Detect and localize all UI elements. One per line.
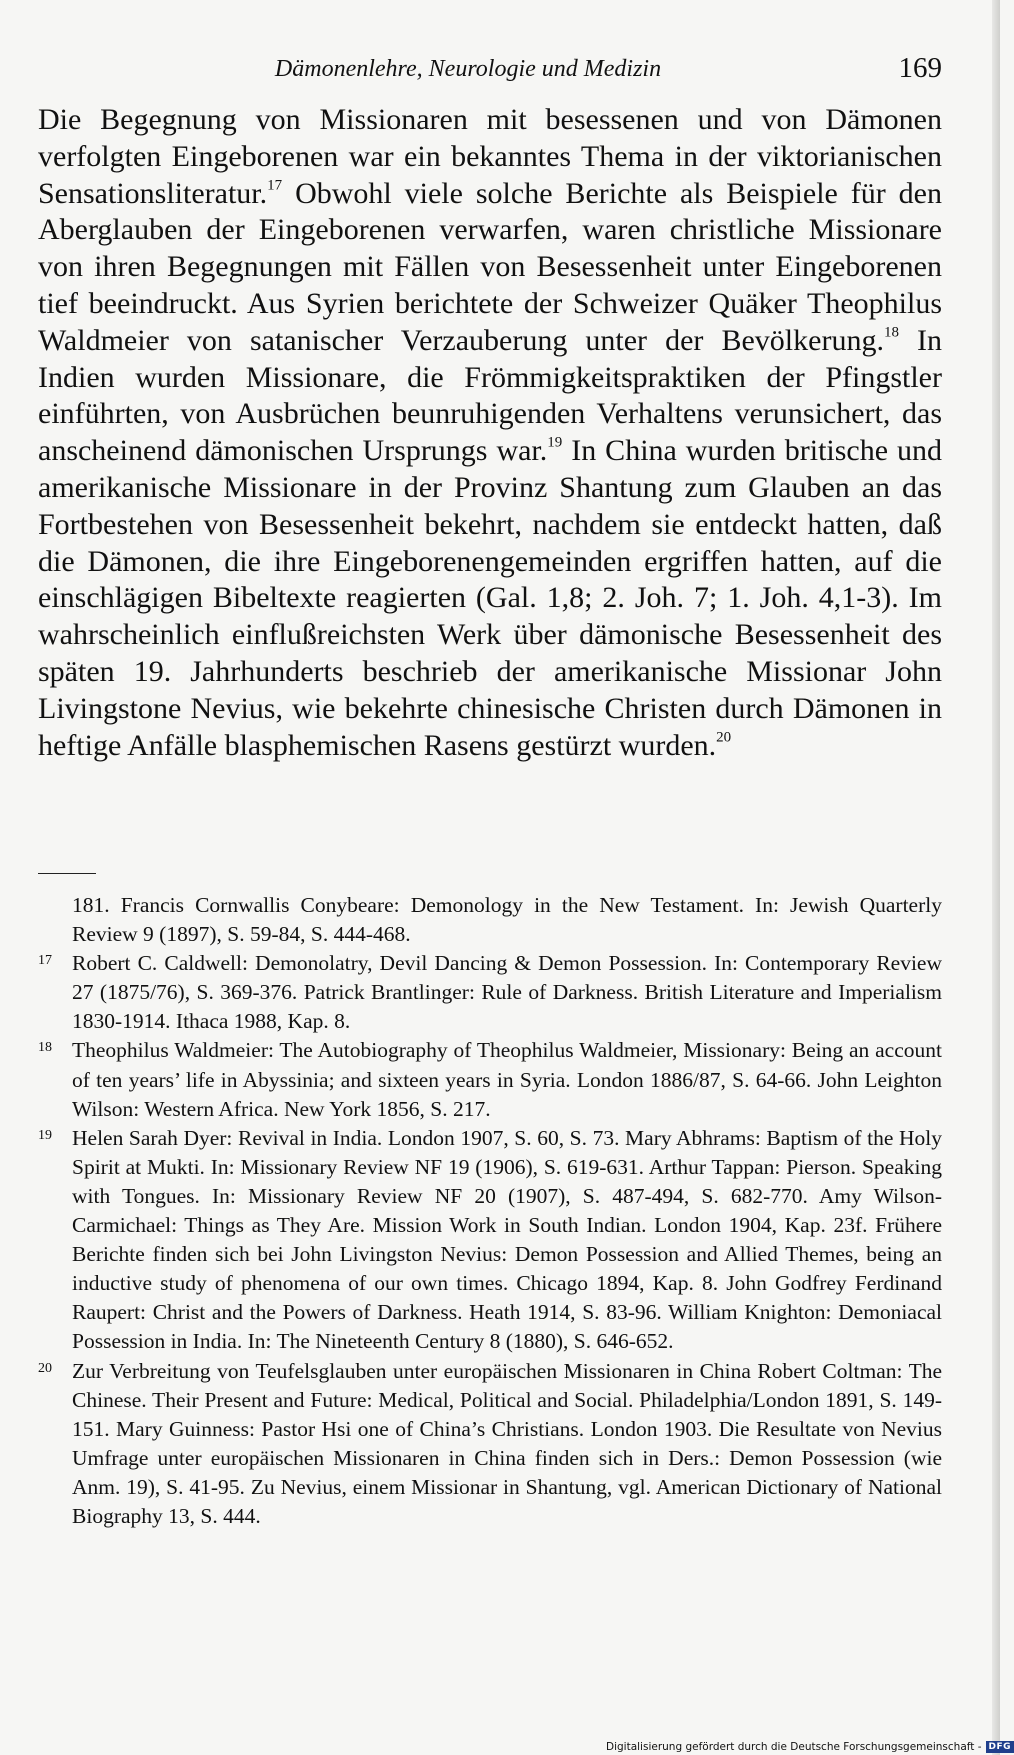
footnote-text: 181. Francis Cornwallis Conybeare: Demonology in the New Testament. In: Jewish Quarterly Review 9 (1897), S. 59-84, S. 444-468. [72,893,942,947]
footnote [38,1124,942,1357]
running-head: Dämonenlehre, Neurologie und Medizin [274,56,662,82]
body-text-segment: Die Begegnung von Missionaren mit besessenen und von Dämonen verfolgten Eingeborenen war ein bekanntes Thema in der viktorianischen Sensationsliteratur. [38,103,942,210]
footnote-number: 20 [38,1360,52,1376]
footnote-number [38,891,72,892]
body-text-segment: Obwohl viele solche Berichte als Beispiele für den Aberglauben der Eingeborenen verwarfen, waren christliche Missionare von ihren Begegnungen mit Fällen von Besessenheit unter Eingeborenen tief beeindruckt. Aus Syrien berichtete der Schweizer Quäker Theophilus Waldmeier von satanischer Verzauberung unter der Bevölkerung. [38,176,942,357]
footnote-ref: 17 [267,177,283,194]
footnote-separator [38,873,96,874]
footnote-number: 19 [38,1127,52,1143]
page-header [38,50,942,94]
footnote-number: 17 [38,953,52,969]
footnote-text: Theophilus Waldmeier: The Autobiography of Theophilus Waldmeier, Missionary: Being an account of ten years’ life in Abyssinia; and sixteen years in Syria. London 1886/87, S. 64-66. John Leighton Wilson: Western Africa. New York 1856, S. 217. [72,1038,942,1121]
footnote [38,949,942,1036]
footnote [38,1036,942,1123]
footnotes [38,891,942,1531]
body-text-segment: In China wurden britische und amerikanische Missionare in der Provinz Shantung zum Glauben an das Fortbestehen von Besessenheit bekehrt, nachdem sie entdeckt hatten, daß die Dämonen, die ihre Eingeborenengemeinden ergriffen hatten, auf die einschlägigen Bibeltexte reagierten (Gal. 1,8; 2. Joh. 7; 1. Joh. 4,1-3). Im wahrscheinlich einflußreichsten Werk über dämonische Besessenheit des späten 19. Jahrhunderts beschrieb der amerikanische Missionar John Livingstone Nevius, wie bekehrte chinesische Christen durch Dämonen in heftige Anfälle blasphemischen Rasens gestürzt wurden. [38,434,943,762]
footnote [38,1357,942,1532]
footnote-text: Zur Verbreitung von Teufelsglauben unter europäischen Missionaren in China Robert Coltman: The Chinese. Their Present and Future: Medical, Political and Social. Philadelphia/London 1891, S. 149-151. Mary Guinness: Pastor Hsi one of China’s Christians. London 1903. Die Resultate von Nevius Umfrage unter europäischen Missionaren in China finden sich in Ders.: Demon Possession (wie Anm. 19), S. 41-95. Zu Nevius, einem Missionar in Shantung, vgl. American Dictionary of National Biography 13, S. 444. [72,1358,942,1528]
footnote [38,891,942,949]
footnote-ref: 20 [716,729,732,746]
footnote-text: Helen Sarah Dyer: Revival in India. London 1907, S. 60, S. 73. Mary Abhrams: Baptism of the Holy Spirit at Mukti. In: Missionary Review NF 19 (1906), S. 619-631. Arthur Tappan: Pierson. Speaking with Tongues. In: Missionary Review NF 20 (1907), S. 487-494, S. 682-770. Amy Wilson-Carmichael: Things as They Are. Mission Work in South Indian. London 1904, Kap. 23f. Frühere Berichte finden sich bei John Livingston Nevius: Demon Possession and Allied Themes, being an inductive study of phenomena of our own times. Chicago 1894, Kap. 8. John Godfrey Ferdinand Raupert: Christ and the Powers of Darkness. Heath 1914, S. 83-96. William Knighton: Demoniacal Possession in India. In: The Nineteenth Century 8 (1880), S. 646-652. [72,1125,942,1354]
footnote-number: 18 [38,1040,52,1056]
page-number: 169 [898,52,942,84]
funding-credit-text: Digitalisierung gefördert durch die Deutsche Forschungsgemeinschaft - [606,1741,982,1753]
dfg-logo: DFG [986,1741,1014,1753]
footnote-ref: 18 [883,324,899,341]
footnote-ref: 19 [547,434,563,451]
footnote-text: Robert C. Caldwell: Demonolatry, Devil Dancing & Demon Possession. In: Contemporary Review 27 (1875/76), S. 369-376. Patrick Brantlinger: Rule of Darkness. British Literature and Imperialism 1830-1914. Ithaca 1988, Kap. 8. [72,951,942,1034]
page-edge-shadow [992,0,1000,1755]
funding-credit [606,1741,1014,1753]
body-paragraph [38,102,942,764]
body-text-segment: In Indien wurden Missionare, die Frömmigkeitspraktiken der Pfingstler einführten, von Ausbrüchen beunruhigenden Verhaltens verunsichert, das anscheinend dämonischen Ursprungs war. [38,323,943,468]
